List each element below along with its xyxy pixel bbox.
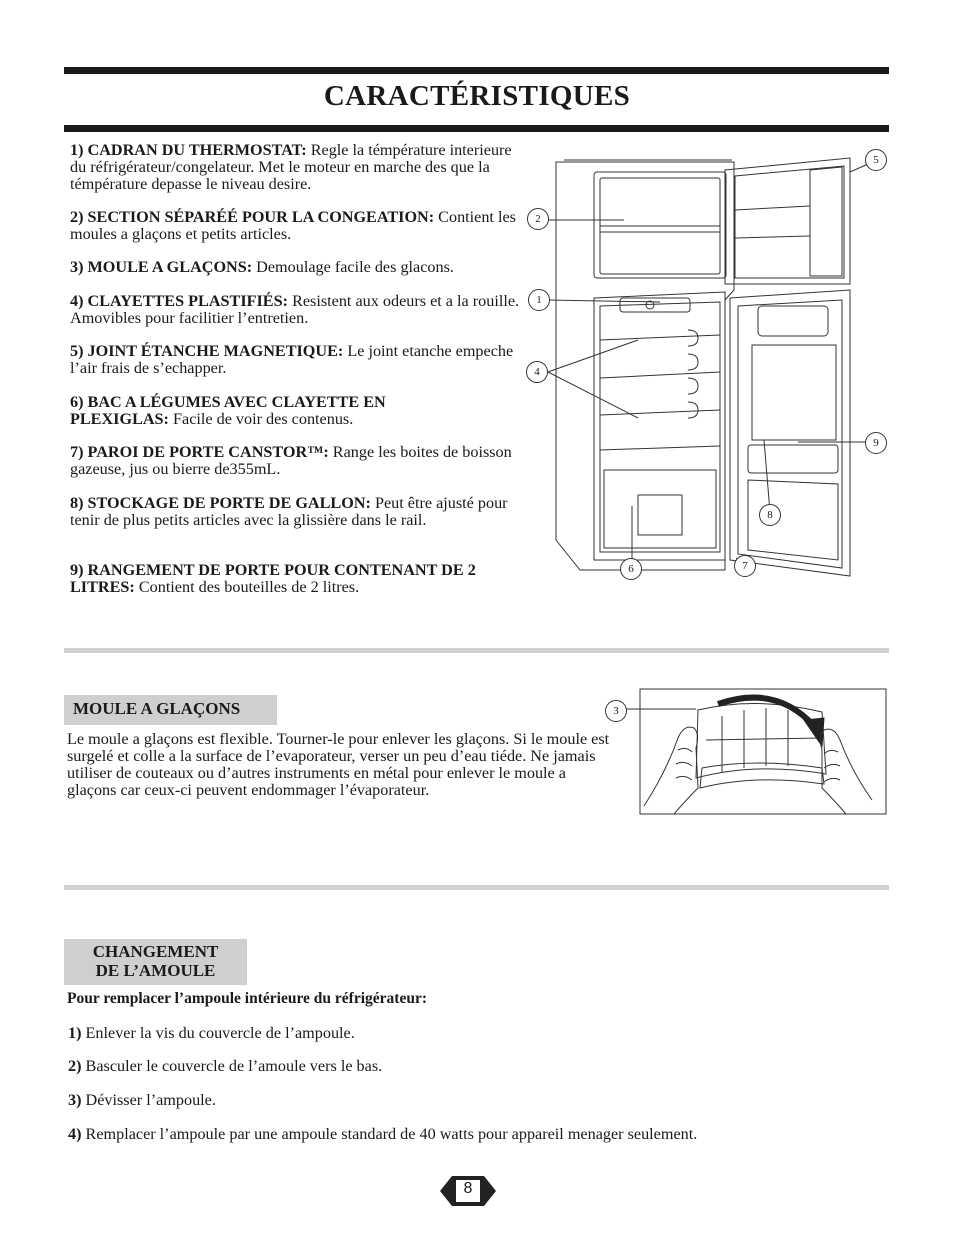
- feature-item-3: 3) MOULE A GLAÇONS: Demoulage facile des glacons.: [70, 258, 454, 276]
- title-underline-rule: [64, 125, 889, 132]
- section-divider-2: [64, 885, 889, 890]
- feature-item-5: 5) JOINT ÉTANCHE MAGNETIQUE: Le joint etanche empeche l’air frais de s’echapper.: [70, 342, 514, 377]
- callout-2: 2: [527, 208, 549, 230]
- feature-item-2: 2) SECTION SÉPARÉÉ POUR LA CONGEATION: Contient les moules a glaçons et petits articles.: [70, 208, 516, 243]
- feature-item-1: 1) CADRAN DU THERMOSTAT: Regle la témpérature interieure du réfrigérateur/congelateur. Met le moteur en marche des que la témpérature depasse le niveau desire.: [70, 141, 512, 193]
- page-title: CARACTÉRISTIQUES: [323, 80, 631, 112]
- bulb-intro: Pour remplacer l’ampoule intérieure du réfrigérateur:: [67, 990, 427, 1007]
- callout-3: 3: [605, 700, 627, 722]
- feature-item-4: 4) CLAYETTES PLASTIFIÉS: Resistent aux odeurs et a la rouille. Amovibles pour facilitier l’entretien.: [70, 292, 520, 327]
- feature-item-8: 8) STOCKAGE DE PORTE DE GALLON: Peut être ajusté pour tenir de plus petits articles avec la glissière dans le rail.: [70, 494, 508, 529]
- callout-7: 7: [734, 555, 756, 577]
- callout-9: 9: [865, 432, 887, 454]
- section-divider-1: [64, 648, 889, 653]
- callout-1: 1: [528, 289, 550, 311]
- bulb-heading-line1: CHANGEMENT: [92, 942, 219, 961]
- bulb-step-1: 1) Enlever la vis du couvercle de l’ampoule.: [68, 1024, 355, 1042]
- feature-item-9: 9) RANGEMENT DE PORTE POUR CONTENANT DE 2 LITRES: Contient des bouteilles de 2 litres.: [70, 561, 476, 596]
- feature-item-6: 6) BAC A LÉGUMES AVEC CLAYETTE EN PLEXIGLAS: Facile de voir des contenus.: [70, 393, 386, 428]
- ice-tray-illustration: [626, 688, 888, 816]
- bulb-step-2: 2) Basculer le couvercle de l’amoule vers le bas.: [68, 1057, 383, 1075]
- ice-tray-text: Le moule a glaçons est flexible. Tourner-le pour enlever les glaçons. Si le moule est surgelé et colle a la surface de l’evaporateur, verser un peu d’eau tiéde. Ne jamais utiliser de couteaux ou d’autres instruments en métal pour enlever le moule a glaçons car ceux-ci peuvent endommager l’évaporateur.: [67, 730, 610, 799]
- callout-4: 4: [526, 361, 548, 383]
- feature-item-7: 7) PAROI DE PORTE CANSTOR™: Range les boites de boisson gazeuse, jus ou bierre de355mL.: [70, 443, 512, 478]
- callout-5: 5: [865, 149, 887, 171]
- bulb-heading: [64, 939, 247, 985]
- page-number: 8: [463, 1180, 473, 1197]
- callout-8: 8: [759, 504, 781, 526]
- bulb-heading-line2: DE L’AMOULE: [95, 961, 216, 980]
- bulb-step-3: 3) Dévisser l’ampoule.: [68, 1091, 216, 1109]
- ice-tray-heading: MOULE A GLAÇONS: [64, 695, 277, 725]
- refrigerator-diagram: [520, 140, 900, 600]
- bulb-step-4: 4) Remplacer l’ampoule par une ampoule standard de 40 watts pour appareil menager seulement.: [68, 1125, 698, 1143]
- callout-6: 6: [620, 558, 642, 580]
- top-rule: [64, 67, 889, 74]
